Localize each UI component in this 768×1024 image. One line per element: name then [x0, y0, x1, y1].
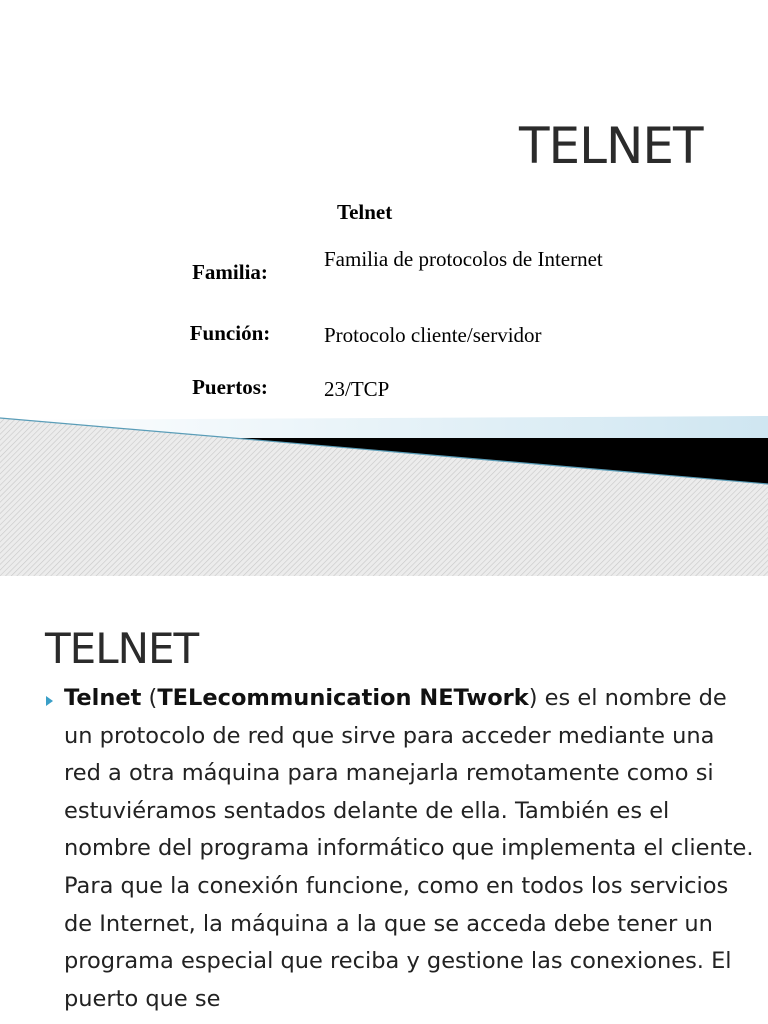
paragraph-body: ) es el nombre de un protocolo de red que sirve para acceder mediante una red a otra máquina para manejarla remotamente como si estuviéramos sentados delante de ella. También es el nombre del programa informático que implementa el cliente. Para que la conexión funcione, como en todos los servicios de Internet, la máquina a la que se acceda debe tener un programa especial que reciba y gestione las conexiones. El puerto que se: [64, 685, 754, 1012]
term-expansion: TELecommunication NETwork: [157, 685, 529, 711]
table-caption: Telnet: [337, 200, 393, 224]
row-label-familia: Familia:: [192, 260, 268, 284]
bullet-arrow-icon: [46, 696, 53, 706]
row-label-funcion: Función:: [189, 321, 271, 345]
slide-title-2: TELNET: [45, 624, 199, 673]
row-value-puertos: 23/TCP: [324, 377, 390, 401]
row-value-familia: Familia de protocolos de Internet: [324, 247, 603, 271]
row-value-funcion: Protocolo cliente/servidor: [324, 323, 542, 347]
row-label-puertos: Puertos:: [192, 375, 268, 399]
slide-title: TELNET: [519, 117, 703, 175]
open-paren: (: [141, 685, 158, 711]
term-telnet: Telnet: [64, 685, 142, 711]
bullet-paragraph: [64, 680, 754, 1018]
slide-2: [0, 576, 768, 1024]
decorative-band: [0, 400, 768, 576]
